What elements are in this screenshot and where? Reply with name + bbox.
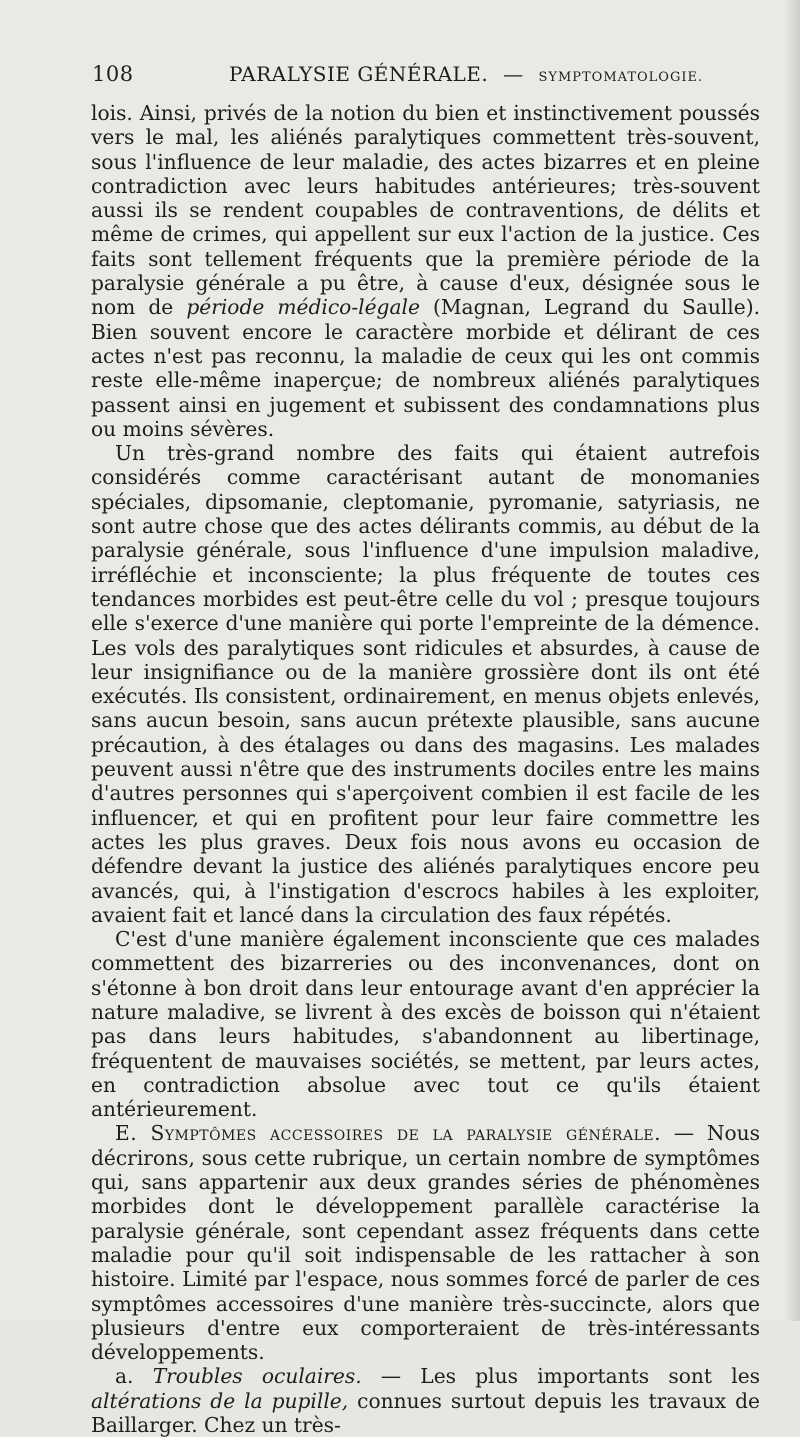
paragraph-5 <box>91 1364 760 1437</box>
paragraph-5-les: les <box>731 1364 761 1389</box>
paragraph-5-italic: altérations de la pupille, <box>91 1388 349 1413</box>
paragraph-4 <box>91 1121 760 1364</box>
page-number: 108 <box>92 62 134 86</box>
running-title: PARALYSIE GÉNÉRALE. <box>229 62 489 86</box>
page-body <box>91 101 760 1437</box>
subsection-title: Troubles oculaires. <box>152 1364 362 1389</box>
subsection-label: a. <box>115 1364 134 1389</box>
running-head <box>229 62 703 86</box>
paragraph-5-text: — Les plus importants sont <box>380 1364 713 1389</box>
section-heading: E. Symptômes accessoires de la paralysie générale. <box>115 1121 662 1146</box>
paragraph-1 <box>91 101 760 441</box>
paragraph-5-end: connues surtout depuis les travaux de Baillarger. Chez un très- <box>91 1388 761 1437</box>
page-edge-shadow <box>784 0 800 1321</box>
paragraph-4-text: — Nous décrirons, sous cette rubrique, un certain nombre de symptômes qui, sans appartenir aux deux grandes séries de phénomènes morbides dont le développement parallèle caractérise la paralysie générale, sont cependant assez fréquents dans cette maladie pour qu'il soit indispensable de les rattacher à son histoire. Limité par l'espace, nous sommes forcé de parler de ces symptômes accessoires d'une manière très-succincte, alors que plusieurs d'entre eux comporteraient de très-intéressants développements. <box>91 1121 760 1365</box>
paragraph-2: Un très-grand nombre des faits qui étaient autrefois considérés comme caractérisant autant de monomanies spéciales, dipsomanie, cleptomanie, pyromanie, satyriasis, ne sont autre chose que des actes délirants commis, au début de la paralysie générale, sous l'influence d'une impulsion maladive, irréfléchie et inconsciente; la plus fréquente de toutes ces tendances morbides est peut-être celle du vol ; presque toujours elle s'exerce d'une manière qui porte l'empreinte de la démence. Les vols des paralytiques sont ridicules et absurdes, à cause de leur insignifiance ou de la manière grossière dont ils ont été exécutés. Ils consistent, ordinairement, en menus objets enlevés, sans aucun besoin, sans aucun prétexte plausible, sans aucune précaution, à des étalages ou dans des magasins. Les malades peuvent aussi n'être que des instruments dociles entre les mains d'autres personnes qui s'aperçoivent combien il est facile de les influencer, et qui en profitent pour leur faire commettre les actes les plus graves. Deux fois nous avons eu occasion de défendre devant la justice des aliénés paralytiques encore peu avancés, qui, à l'instigation d'escrocs habiles à les exploiter, avaient fait et lancé dans la circulation des faux répétés. <box>91 441 760 927</box>
paragraph-1-italic: période médico-légale <box>186 295 420 320</box>
paragraph-3: C'est d'une manière également inconsciente que ces malades commettent des bizarreries ou des inconvenances, dont on s'étonne à bon droit dans leur entourage avant d'en apprécier la nature maladive, se livrent à des excès de boisson qui n'étaient pas dans leurs habitudes, s'abandonnent au libertinage, fréquentent de mauvaises sociétés, se mettent, par leurs actes, en contradiction absolue avec tout ce qu'ils étaient antérieurement. <box>91 927 760 1122</box>
page-header <box>92 62 760 92</box>
paragraph-1-text: lois. Ainsi, privés de la notion du bien et instinctivement poussés vers le mal, les aliénés paralytiques commettent très-souvent, sous l'influence de leur maladie, des actes bizarres et en pleine contradiction avec leurs habitudes antérieures; très-souvent aussi ils se rendent coupables de contraventions, de délits et même de crimes, qui appellent sur eux l'action de la justice. Ces faits sont tellement fréquents que la première période de la paralysie générale a pu être, à cause d'eux, désignée sous le nom de <box>91 101 760 320</box>
running-subtitle: SYMPTOMATOLOGIE. <box>538 70 704 85</box>
paragraph-1-end: (Magnan, Legrand du Saulle). Bien souvent encore le caractère morbide et délirant de ces actes n'est pas reconnu, la maladie de ceux qui les ont commis reste elle-même inaperçue; de nombreux aliénés paralytiques passent ainsi en jugement et subissent des condamnations plus ou moins sévères. <box>91 295 761 441</box>
header-separator: — <box>503 62 524 86</box>
